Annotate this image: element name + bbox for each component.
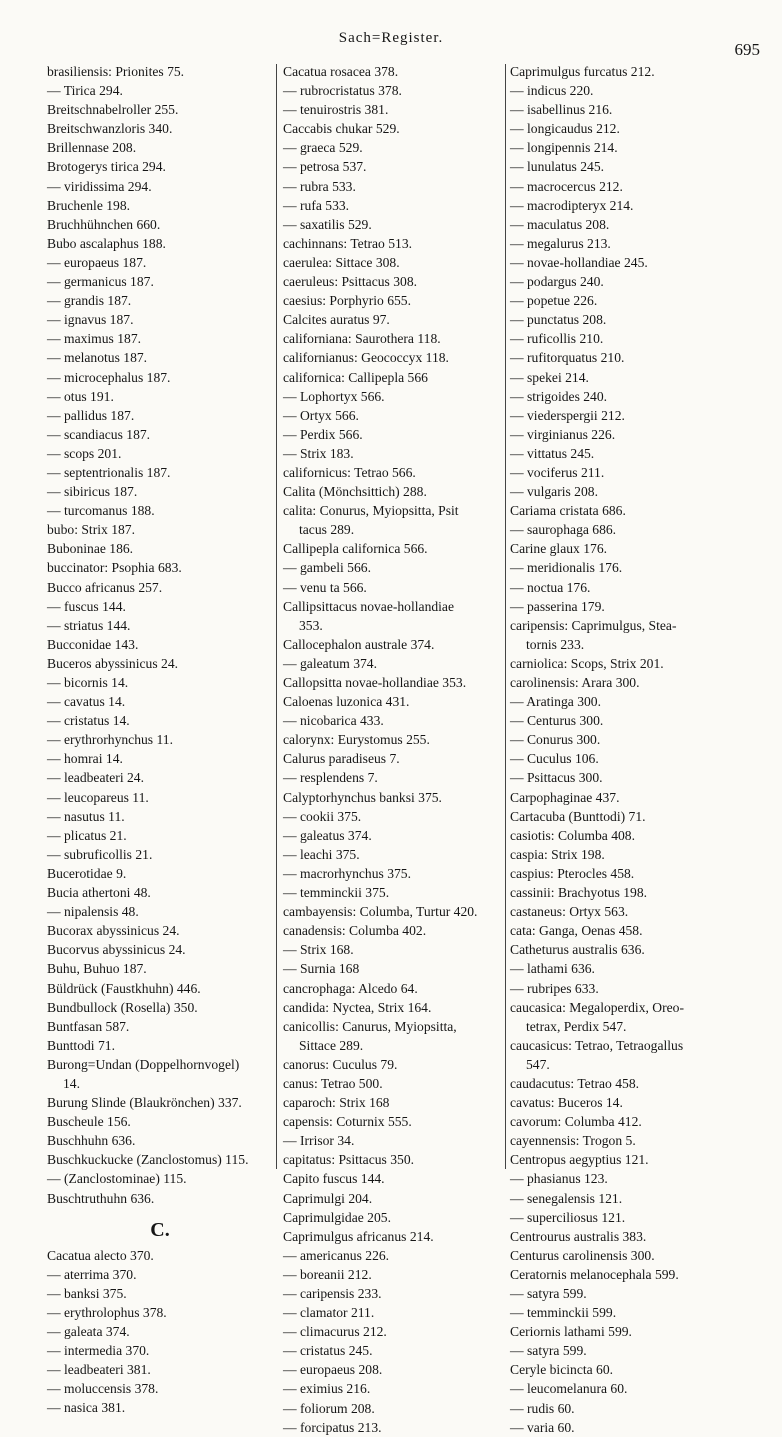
index-entry: — Lophortyx 566. bbox=[283, 388, 385, 404]
index-entry: cavorum: Columba 412. bbox=[510, 1114, 642, 1130]
index-entry: — turcomanus 188. bbox=[47, 503, 155, 519]
index-entry: — lunulatus 245. bbox=[510, 159, 605, 175]
index-entry: — virginianus 226. bbox=[510, 426, 616, 442]
index-entry: — macrocercus 212. bbox=[510, 178, 623, 194]
index-entry: Calyptorhynchus banksi 375. bbox=[283, 789, 442, 805]
index-entry: cata: Ganga, Oenas 458. bbox=[510, 923, 643, 939]
index-entry: — popetue 226. bbox=[510, 293, 598, 309]
index-entry: calita: Conurus, Myiopsitta, Psit bbox=[283, 503, 459, 519]
index-entry: Bucorax abyssinicus 24. bbox=[47, 923, 180, 939]
index-entry: cayennensis: Trogon 5. bbox=[510, 1133, 636, 1149]
index-entry: — ruficollis 210. bbox=[510, 331, 604, 347]
index-entry: Callocephalon australe 374. bbox=[283, 636, 435, 652]
index-entry: Catheturus australis 636. bbox=[510, 942, 645, 958]
index-entry: — galeata 374. bbox=[47, 1324, 130, 1339]
index-entry: — novae-hollandiae 245. bbox=[510, 254, 648, 270]
index-entry: Breitschwanzloris 340. bbox=[47, 121, 173, 137]
index-entry: canadensis: Columba 402. bbox=[283, 923, 427, 939]
index-entry: — Strix 168. bbox=[283, 942, 354, 958]
index-entry: Ceratornis melanocephala 599. bbox=[510, 1266, 679, 1282]
index-entry: Buhu, Buhuo 187. bbox=[47, 961, 147, 977]
index-entry: candida: Nyctea, Strix 164. bbox=[283, 999, 432, 1015]
index-entry: Callopsitta novae-hollandiae 353. bbox=[283, 675, 467, 690]
index-entry: cassinii: Brachyotus 198. bbox=[510, 885, 648, 901]
index-entry: — forcipatus 213. bbox=[283, 1419, 382, 1435]
index-entry: Centrourus australis 383. bbox=[510, 1228, 647, 1244]
index-entry: — maculatus 208. bbox=[510, 216, 610, 232]
index-entry: Ceriornis lathami 599. bbox=[510, 1324, 632, 1340]
index-entry: Caprimulgidae 205. bbox=[283, 1209, 391, 1225]
index-entry: Buschtruthuhn 636. bbox=[47, 1190, 155, 1206]
index-entry: Büldrück (Faustkhuhn) 446. bbox=[47, 980, 201, 996]
index-entry: — leadbeateri 381. bbox=[47, 1362, 151, 1378]
index-entry: Bucerotidae 9. bbox=[47, 865, 127, 881]
index-entry: — cristatus 14. bbox=[47, 713, 130, 729]
index-entry: caparoch: Strix 168 bbox=[283, 1095, 390, 1111]
index-entry: caeruleus: Psittacus 308. bbox=[283, 274, 418, 290]
index-entry: — Perdix 566. bbox=[283, 426, 363, 442]
index-entry: Brotogerys tirica 294. bbox=[47, 159, 166, 175]
index-entry-continuation: tetrax, Perdix 547. bbox=[526, 1018, 627, 1034]
index-entry: Buboninae 186. bbox=[47, 541, 134, 557]
index-entry: — galeatus 374. bbox=[283, 827, 372, 843]
index-entry: Brillennase 208. bbox=[47, 140, 137, 156]
index-entry: — plicatus 21. bbox=[47, 827, 127, 843]
index-entry: capensis: Coturnix 555. bbox=[283, 1114, 412, 1130]
index-entry: Buscheule 156. bbox=[47, 1114, 131, 1130]
index-entry: — resplendens 7. bbox=[283, 770, 378, 786]
index-entry: — venu ta 566. bbox=[283, 579, 367, 595]
index-entry: — homrai 14. bbox=[47, 751, 123, 767]
index-entry: — moluccensis 378. bbox=[47, 1381, 159, 1397]
index-column-1 bbox=[47, 62, 273, 1417]
index-entry: canus: Tetrao 500. bbox=[283, 1075, 383, 1091]
index-entry: — melanotus 187. bbox=[47, 350, 148, 366]
index-entry: caudacutus: Tetrao 458. bbox=[510, 1075, 640, 1091]
index-entry: Burung Slinde (Blaukrönchen) 337. bbox=[47, 1095, 242, 1111]
index-entry: — sibiricus 187. bbox=[47, 484, 138, 500]
index-entry: — nasutus 11. bbox=[47, 808, 125, 824]
index-entry: — climacurus 212. bbox=[283, 1324, 387, 1340]
index-entry: — scops 201. bbox=[47, 445, 122, 461]
index-entry: — nicobarica 433. bbox=[283, 713, 384, 729]
index-entry: — vittatus 245. bbox=[510, 445, 595, 461]
page-header-title: Sach=Register. bbox=[338, 30, 444, 46]
index-entry: — lathami 636. bbox=[510, 961, 595, 977]
index-entry: — Centurus 300. bbox=[510, 713, 604, 729]
index-entry: californicus: Tetrao 566. bbox=[283, 464, 416, 480]
index-entry: caucasica: Megaloperdix, Oreo- bbox=[510, 999, 684, 1015]
index-entry: — boreanii 212. bbox=[283, 1266, 372, 1282]
index-entry: — satyra 599. bbox=[510, 1286, 587, 1301]
index-entry: — passerina 179. bbox=[510, 598, 605, 614]
index-entry: caerulea: Sittace 308. bbox=[283, 254, 400, 270]
index-entry: — rubripes 633. bbox=[510, 980, 599, 996]
index-entry: — macrodipteryx 214. bbox=[510, 197, 634, 213]
index-entry: Bucia athertoni 48. bbox=[47, 885, 151, 901]
index-entry: — rudis 60. bbox=[510, 1400, 575, 1416]
index-entry: — podargus 240. bbox=[510, 274, 604, 290]
index-entry: — nipalensis 48. bbox=[47, 904, 139, 920]
index-entry: Centropus aegyptius 121. bbox=[510, 1152, 649, 1168]
index-entry: — longicaudus 212. bbox=[510, 121, 620, 137]
index-entry: — bicornis 14. bbox=[47, 675, 129, 690]
index-entry: — cavatus 14. bbox=[47, 694, 126, 710]
index-entry: Caloenas luzonica 431. bbox=[283, 694, 410, 710]
index-entry: casiotis: Columba 408. bbox=[510, 827, 635, 843]
index-entry: — striatus 144. bbox=[47, 617, 131, 633]
index-entry: Centurus carolinensis 300. bbox=[510, 1247, 655, 1263]
index-entry: — varia 60. bbox=[510, 1419, 575, 1435]
index-entry: — longipennis 214. bbox=[510, 140, 618, 156]
index-entry: brasiliensis: Prionites 75. bbox=[47, 64, 185, 79]
index-entry: caspia: Strix 198. bbox=[510, 846, 605, 862]
index-entry: — punctatus 208. bbox=[510, 312, 607, 328]
index-entry: — nasica 381. bbox=[47, 1400, 126, 1416]
index-entry-continuation: 547. bbox=[526, 1056, 550, 1072]
index-entry: Capito fuscus 144. bbox=[283, 1171, 385, 1187]
index-entry: buccinator: Psophia 683. bbox=[47, 560, 182, 576]
index-entry: — vulgaris 208. bbox=[510, 484, 598, 500]
index-entry: — erythrorhynchus 11. bbox=[47, 732, 173, 748]
index-entry: Breitschnabelroller 255. bbox=[47, 102, 179, 118]
index-entry: — graeca 529. bbox=[283, 140, 363, 156]
index-entry: — americanus 226. bbox=[283, 1247, 390, 1263]
index-entry: — aterrima 370. bbox=[47, 1266, 137, 1282]
index-entry: Bucconidae 143. bbox=[47, 636, 139, 652]
index-entry: — viridissima 294. bbox=[47, 178, 152, 194]
index-entry: — ignavus 187. bbox=[47, 312, 134, 328]
index-entry: Bruchenle 198. bbox=[47, 197, 131, 213]
index-entry: — cristatus 245. bbox=[283, 1343, 373, 1359]
index-entry: — strigoides 240. bbox=[510, 388, 608, 404]
index-entry: — foliorum 208. bbox=[283, 1400, 375, 1416]
index-entry: Carpophaginae 437. bbox=[510, 789, 620, 805]
index-column-3 bbox=[510, 62, 772, 1437]
index-entry: — vociferus 211. bbox=[510, 464, 605, 480]
index-entry: — gambeli 566. bbox=[283, 560, 371, 576]
index-entry: canorus: Cuculus 79. bbox=[283, 1056, 398, 1072]
index-entry: Buschhuhn 636. bbox=[47, 1133, 136, 1149]
index-entry-continuation: tornis 233. bbox=[526, 636, 585, 652]
index-entry: — microcephalus 187. bbox=[47, 369, 171, 385]
index-entry: — rufa 533. bbox=[283, 197, 350, 213]
index-entry: Callipepla californica 566. bbox=[283, 541, 428, 557]
index-entry: — saurophaga 686. bbox=[510, 522, 617, 538]
index-entry: — intermedia 370. bbox=[47, 1343, 150, 1359]
index-entry: — Aratinga 300. bbox=[510, 694, 601, 710]
index-entry: — viederspergii 212. bbox=[510, 407, 625, 423]
index-entry: Cariama cristata 686. bbox=[510, 503, 626, 519]
index-entry: Cacatua rosacea 378. bbox=[283, 64, 399, 79]
index-entry: Bubo ascalaphus 188. bbox=[47, 235, 166, 251]
index-entry: californiana: Saurothera 118. bbox=[283, 331, 441, 347]
index-entry: — banksi 375. bbox=[47, 1285, 127, 1301]
index-entry: — satyra 599. bbox=[510, 1343, 587, 1359]
index-entry: cachinnans: Tetrao 513. bbox=[283, 235, 413, 251]
index-entry: — scandiacus 187. bbox=[47, 426, 151, 442]
index-entry: — temminckii 599. bbox=[510, 1305, 617, 1321]
index-entry: — petrosa 537. bbox=[283, 159, 367, 175]
index-entry: Bucco africanus 257. bbox=[47, 579, 163, 595]
index-entry: Callipsittacus novae-hollandiae bbox=[283, 598, 455, 614]
index-entry: — megalurus 213. bbox=[510, 235, 611, 251]
index-entry: Caprimulgus furcatus 212. bbox=[510, 64, 655, 79]
index-entry: — superciliosus 121. bbox=[510, 1209, 626, 1225]
index-entry: Buntfasan 587. bbox=[47, 1018, 130, 1034]
index-entry: Calita (Mönchsittich) 288. bbox=[283, 484, 427, 500]
index-entry: — grandis 187. bbox=[47, 293, 132, 309]
index-entry: — leachi 375. bbox=[283, 846, 360, 862]
index-entry: cambayensis: Columba, Turtur 420. bbox=[283, 904, 478, 920]
index-entry: — senegalensis 121. bbox=[510, 1190, 623, 1206]
index-entry: — Tirica 294. bbox=[47, 83, 123, 99]
index-entry: — septentrionalis 187. bbox=[47, 464, 171, 480]
index-entry: — leucopareus 11. bbox=[47, 789, 149, 805]
index-entry: — fuscus 144. bbox=[47, 598, 126, 614]
index-entry: — clamator 211. bbox=[283, 1305, 375, 1321]
index-entry-continuation: 353. bbox=[299, 617, 323, 633]
index-entry: — Psittacus 300. bbox=[510, 770, 603, 786]
index-entry: — europaeus 187. bbox=[47, 254, 147, 270]
index-entry: Buschkuckucke (Zanclostomus) 115. bbox=[47, 1152, 249, 1168]
section-letter-heading: C. bbox=[150, 1218, 170, 1241]
index-entry: Cartacuba (Bunttodi) 71. bbox=[510, 808, 646, 824]
index-entry: — pallidus 187. bbox=[47, 407, 135, 423]
index-entry: — Strix 183. bbox=[283, 445, 354, 461]
column-rule bbox=[276, 64, 277, 1169]
column-rule bbox=[505, 64, 506, 1169]
index-entry: — Ortyx 566. bbox=[283, 407, 359, 423]
index-entry: — rubrocristatus 378. bbox=[283, 83, 402, 99]
index-entry: — europaeus 208. bbox=[283, 1362, 383, 1378]
index-entry: caucasicus: Tetrao, Tetraogallus bbox=[510, 1037, 684, 1053]
index-column-2 bbox=[283, 62, 501, 1437]
index-entry: — leadbeateri 24. bbox=[47, 770, 145, 786]
index-entry-continuation: 14. bbox=[63, 1075, 80, 1091]
index-entry: — leucomelanura 60. bbox=[510, 1381, 628, 1397]
index-entry-continuation: Sittace 289. bbox=[299, 1037, 364, 1053]
index-entry: — cookii 375. bbox=[283, 808, 362, 824]
index-entry: — phasianus 123. bbox=[510, 1171, 608, 1187]
index-entry-continuation: tacus 289. bbox=[299, 522, 355, 538]
index-entry: cavatus: Buceros 14. bbox=[510, 1095, 623, 1111]
index-entry: capitatus: Psittacus 350. bbox=[283, 1152, 415, 1168]
index-entry: Buceros abyssinicus 24. bbox=[47, 655, 179, 671]
index-entry: — macrorhynchus 375. bbox=[283, 865, 411, 881]
index-entry: caspius: Pterocles 458. bbox=[510, 865, 635, 881]
index-entry: bubo: Strix 187. bbox=[47, 522, 135, 538]
index-entry: — meridionalis 176. bbox=[510, 560, 623, 576]
index-entry: carniolica: Scops, Strix 201. bbox=[510, 655, 664, 671]
index-entry: caesius: Porphyrio 655. bbox=[283, 293, 411, 309]
page-number: 695 bbox=[734, 40, 760, 59]
index-entry: californianus: Geococcyx 118. bbox=[283, 350, 449, 366]
index-entry: cancrophaga: Alcedo 64. bbox=[283, 980, 418, 996]
index-entry: — saxatilis 529. bbox=[283, 216, 372, 232]
index-entry: Burong=Undan (Doppelhornvogel) bbox=[47, 1056, 240, 1072]
index-entry: — (Zanclostominae) 115. bbox=[47, 1171, 187, 1187]
index-entry: Caccabis chukar 529. bbox=[283, 121, 400, 137]
index-entry: — eximius 216. bbox=[283, 1381, 371, 1397]
index-entry: — Cuculus 106. bbox=[510, 751, 599, 767]
index-entry: — spekei 214. bbox=[510, 369, 589, 385]
index-entry: — Irrisor 34. bbox=[283, 1133, 355, 1149]
index-entry: — isabellinus 216. bbox=[510, 102, 613, 118]
index-entry: — subruficollis 21. bbox=[47, 846, 153, 862]
index-entry: calorynx: Eurystomus 255. bbox=[283, 732, 430, 748]
index-entry: carolinensis: Arara 300. bbox=[510, 675, 640, 690]
index-entry: Bucorvus abyssinicus 24. bbox=[47, 942, 186, 958]
index-entry: — erythrolophus 378. bbox=[47, 1304, 167, 1320]
index-entry: — noctua 176. bbox=[510, 579, 591, 595]
index-entry: — germanicus 187. bbox=[47, 274, 154, 290]
index-entry: — rubra 533. bbox=[283, 178, 356, 194]
index-entry: Ceryle bicincta 60. bbox=[510, 1362, 614, 1378]
index-entry: — maximus 187. bbox=[47, 331, 142, 347]
index-entry: — otus 191. bbox=[47, 388, 114, 404]
index-entry: Caprimulgi 204. bbox=[283, 1190, 373, 1206]
index-entry: canicollis: Canurus, Myiopsitta, bbox=[283, 1018, 457, 1034]
index-entry: Bunttodi 71. bbox=[47, 1037, 115, 1053]
index-entry: Calurus paradiseus 7. bbox=[283, 751, 400, 767]
index-entry: — caripensis 233. bbox=[283, 1286, 382, 1301]
index-entry: — indicus 220. bbox=[510, 83, 594, 99]
index-entry: — galeatum 374. bbox=[283, 655, 378, 671]
index-entry: Carine glaux 176. bbox=[510, 541, 608, 557]
index-entry: — Conurus 300. bbox=[510, 732, 601, 748]
index-entry: — tenuirostris 381. bbox=[283, 102, 389, 118]
index-entry: Caprimulgus africanus 214. bbox=[283, 1228, 434, 1244]
index-entry: — rufitorquatus 210. bbox=[510, 350, 625, 366]
index-entry: Calcites auratus 97. bbox=[283, 312, 390, 328]
index-entry: caripensis: Caprimulgus, Stea- bbox=[510, 617, 677, 633]
index-entry: castaneus: Ortyx 563. bbox=[510, 904, 629, 920]
index-entry: Bundbullock (Rosella) 350. bbox=[47, 999, 198, 1015]
index-entry: — Surnia 168 bbox=[283, 961, 360, 977]
index-entry: Cacatua alecto 370. bbox=[47, 1247, 154, 1263]
index-entry: californica: Callipepla 566 bbox=[283, 369, 428, 385]
index-entry: Bruchhühnchen 660. bbox=[47, 216, 161, 232]
index-entry: — temminckii 375. bbox=[283, 885, 390, 901]
